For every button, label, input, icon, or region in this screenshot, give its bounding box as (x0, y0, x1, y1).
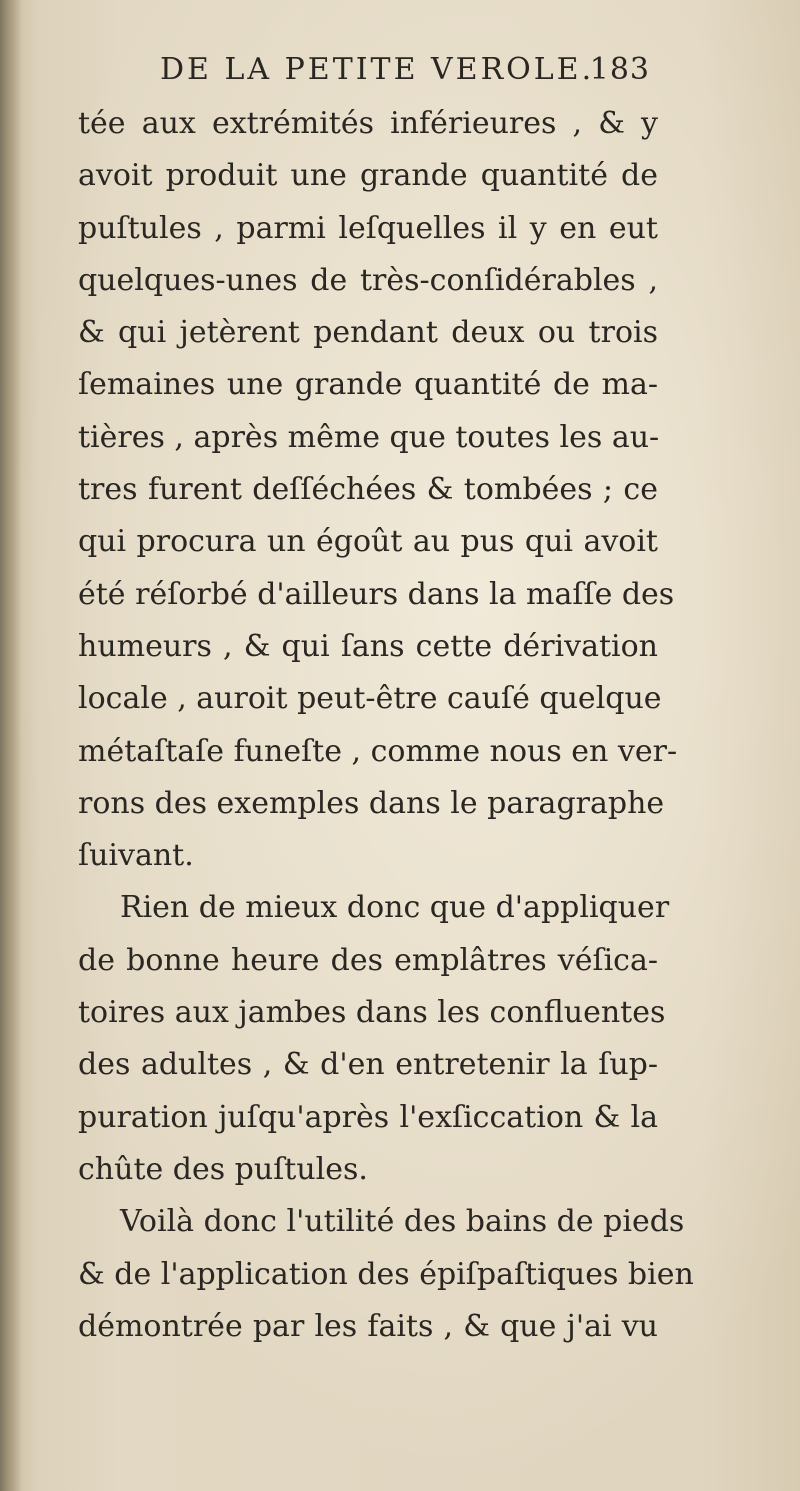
page-number: 183 (589, 52, 650, 87)
text-line: locale , auroit peut-être cauſé quelque (78, 681, 662, 717)
page-gutter-shadow (0, 0, 22, 1491)
running-head (160, 52, 650, 96)
text-line: humeurs , & qui ſans cette dérivation (78, 628, 658, 664)
text-line: démontrée par les faits , & que j'ai vu (78, 1308, 658, 1344)
text-line: métaſtaſe funeſte , comme nous en ver- (78, 733, 678, 769)
text-line: de bonne heure des emplâtres véſica- (78, 942, 658, 978)
text-line: & qui jetèrent pendant deux ou trois (78, 315, 658, 351)
text-line: ſuivant. (78, 838, 194, 874)
text-line: été réſorbé d'ailleurs dans la maſſe des (78, 576, 675, 612)
text-line: toires aux jambes dans les confluentes (78, 995, 666, 1031)
text-line: des adultes , & d'en entretenir la ſup- (78, 1047, 658, 1083)
text-line: puration juſqu'après l'exſiccation & la (78, 1099, 658, 1135)
text-line: tres furent deſſéchées & tombées ; ce (78, 472, 658, 508)
text-line: qui procura un égoût au pus qui avoit (78, 524, 658, 560)
text-line: & de l'application des épiſpaſtiques bien (78, 1256, 694, 1292)
text-line: chûte des puſtules. (78, 1151, 368, 1187)
text-line: tières , après même que toutes les au- (78, 419, 660, 455)
running-title: DE LA PETITE VEROLE. (160, 52, 595, 87)
text-line: quelques-unes de très-conſidérables , (78, 262, 658, 298)
body-text (78, 98, 694, 1353)
text-line: avoit produit une grande quantité de (78, 158, 658, 194)
text-line: Voilà donc l'utilité des bains de pieds (120, 1204, 685, 1240)
text-line: rons des exemples dans le paragraphe (78, 785, 665, 821)
text-line: Rien de mieux donc que d'appliquer (120, 890, 670, 926)
text-line: tée aux extrémités inférieures , & y (78, 106, 658, 141)
text-line: ſemaines une grande quantité de ma- (78, 367, 658, 403)
text-line: puſtules , parmi leſquelles il y en eut (78, 210, 658, 246)
